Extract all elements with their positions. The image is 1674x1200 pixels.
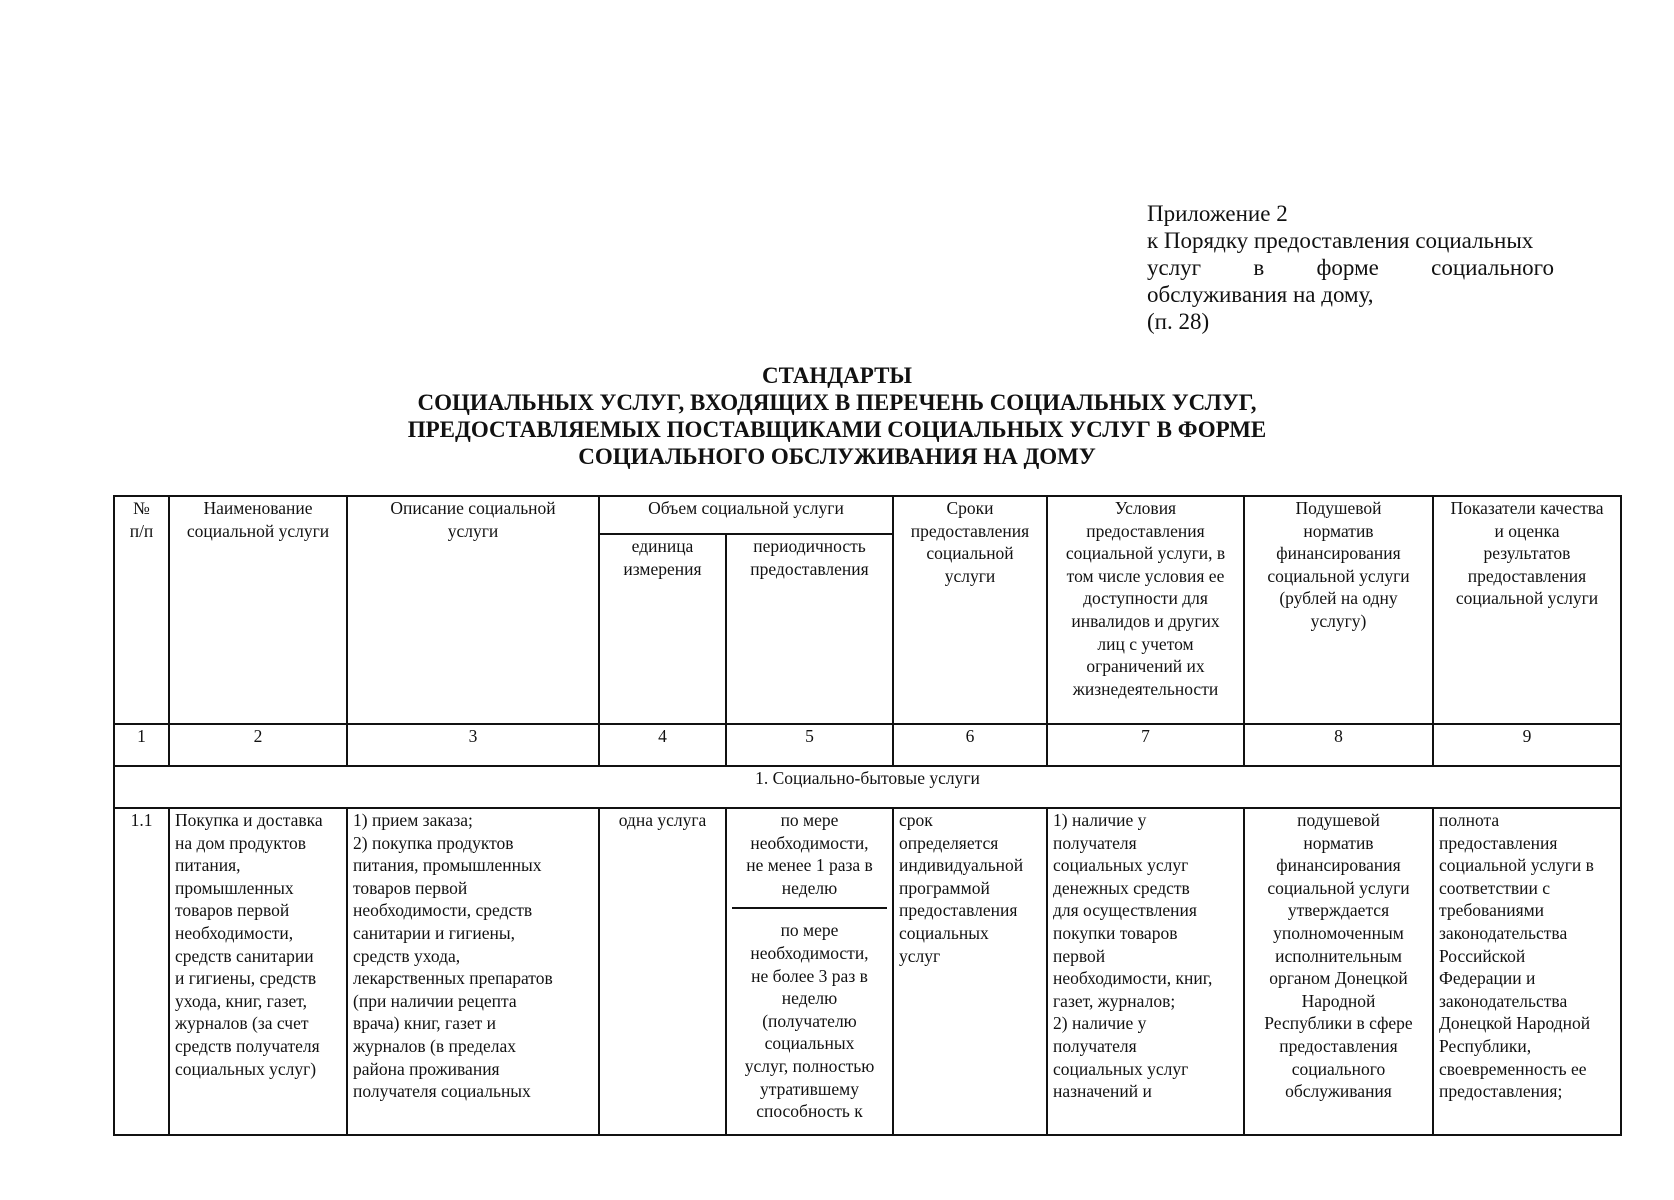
section-title: 1. Социально-бытовые услуги [114,766,1621,808]
appendix-word: в [1253,255,1265,280]
header-unit: единица измерения [599,534,726,724]
appendix-line-4: обслуживания на дому, [1147,282,1374,307]
header-terms: Сроки предоставления социальной услуги [893,496,1047,724]
column-number: 2 [169,724,347,766]
column-number: 3 [347,724,599,766]
document-title [300,362,1374,470]
appendix-line-3 [1147,254,1554,281]
column-numbers-row [114,724,1621,766]
appendix-word: услуг [1147,255,1202,280]
appendix-line-2: к Порядку предоставления социальных [1147,228,1534,253]
title-line-1: СТАНДАРТЫ [762,363,912,388]
title-line-3: ПРЕДОСТАВЛЯЕМЫХ ПОСТАВЩИКАМИ СОЦИАЛЬНЫХ УСЛУГ В ФОРМЕ [407,417,1267,442]
column-number: 7 [1047,724,1244,766]
row-name: Покупка и доставка на дом продуктов питания, промышленных товаров первой необходимости, средств санитарии и гигиены, средств ухода, книг, газет, журналов (за счет средств получателя социальных услуг) [169,808,347,1135]
appendix-line-5: (п. 28) [1147,309,1210,334]
header-quality: Показатели качества и оценка результатов предоставления социальной услуги [1433,496,1621,724]
row-conditions: 1) наличие у получателя социальных услуг денежных средств для осуществления покупки товаров первой необходимости, книг, газет, журналов; 2) наличие у получателя социальных услуг назначений и [1047,808,1244,1135]
row-description: 1) прием заказа; 2) покупка продуктов питания, промышленных товаров первой необходимости, средств санитарии и гигиены, средств ухода, лекарственных препаратов (при наличии рецепта врача) книг, газет и журналов (в пределах района проживания получателя социальных [347,808,599,1135]
row-unit: одна услуга [599,808,726,1135]
header-description: Описание социальной услуги [347,496,599,724]
table-row [114,808,1621,1135]
appendix-word: форме [1316,255,1379,280]
column-number: 1 [114,724,169,766]
column-number: 6 [893,724,1047,766]
periodicity-option-2: по мере необходимости, не более 3 раз в неделю (получателю социальных услуг, полностью утратившему способность к [744,920,875,1122]
row-num: 1.1 [114,808,169,1135]
title-line-2: СОЦИАЛЬНЫХ УСЛУГ, ВХОДЯЩИХ В ПЕРЕЧЕНЬ СОЦИАЛЬНЫХ УСЛУГ, [417,390,1257,415]
periodicity-option-1: по мере необходимости, не менее 1 раза в неделю [732,809,887,909]
header-norm: Подушевой норматив финансирования социальной услуги (рублей на одну услугу) [1244,496,1433,724]
header-volume: Объем социальной услуги [599,496,893,534]
column-number: 9 [1433,724,1621,766]
section-row [114,766,1621,808]
header-row-1 [114,496,1621,534]
row-terms: срок определяется индивидуальной программой предоставления социальных услуг [893,808,1047,1135]
title-line-4: СОЦИАЛЬНОГО ОБСЛУЖИВАНИЯ НА ДОМУ [578,444,1096,469]
header-name: Наименование социальной услуги [169,496,347,724]
appendix-line-1: Приложение 2 [1147,201,1288,226]
standards-table [113,495,1622,1136]
row-norm: подушевой норматив финансирования социальной услуги утверждается уполномоченным исполнительным органом Донецкой Народной Республики в сфере предоставления социального обслуживания [1244,808,1433,1135]
column-number: 8 [1244,724,1433,766]
header-conditions: Условия предоставления социальной услуги, в том числе условия ее доступности для инвалидов и других лиц с учетом ограничений их жизнедеятельности [1047,496,1244,724]
appendix-block [1147,200,1554,335]
row-periodicity [726,808,893,1135]
row-quality: полнота предоставления социальной услуги в соответствии с требованиями законодательства Российской Федерации и законодательства Донецкой Народной Республики, своевременность ее предоставления; [1433,808,1621,1135]
appendix-word: социального [1431,255,1554,280]
header-num: № п/п [114,496,169,724]
column-number: 5 [726,724,893,766]
column-number: 4 [599,724,726,766]
header-periodicity: периодичность предоставления [726,534,893,724]
